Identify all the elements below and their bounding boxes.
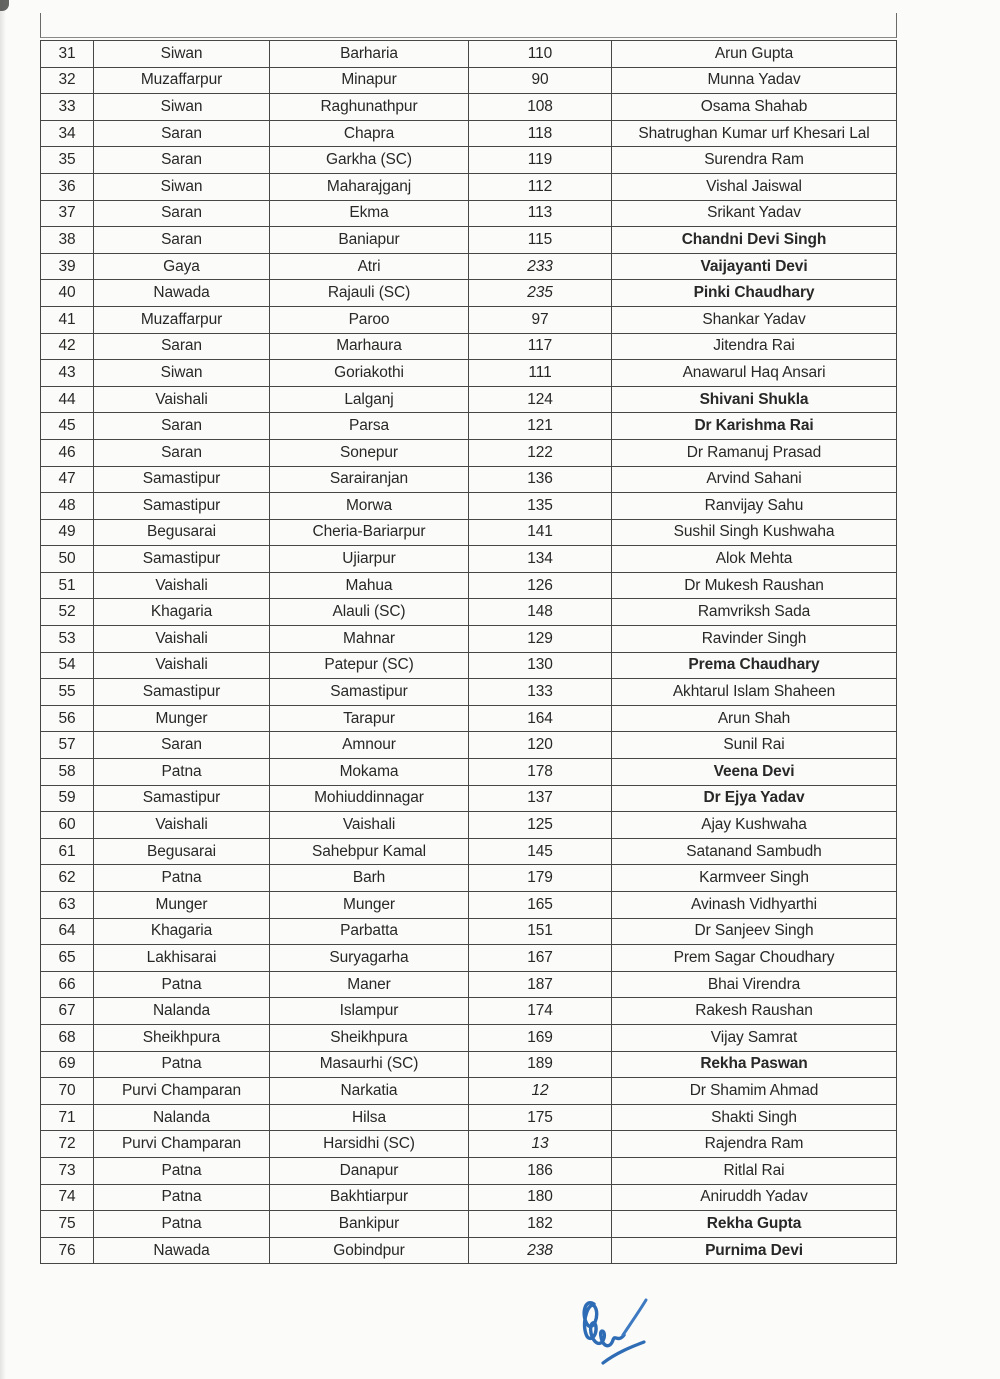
cell-district: Patna	[94, 1211, 270, 1238]
table-row	[41, 94, 897, 121]
table-row	[41, 173, 897, 200]
cell-district: Patna	[94, 759, 270, 786]
cell-serial: 53	[41, 626, 94, 653]
cell-district: Khagaria	[94, 599, 270, 626]
cell-district: Siwan	[94, 41, 270, 68]
cell-candidate: Chandni Devi Singh	[612, 227, 897, 254]
table-row	[41, 732, 897, 759]
cell-serial: 46	[41, 439, 94, 466]
cell-candidate: Veena Devi	[612, 759, 897, 786]
cell-serial: 44	[41, 386, 94, 413]
cell-candidate: Arun Gupta	[612, 41, 897, 68]
cell-district: Nalanda	[94, 1104, 270, 1131]
cell-constituency: Suryagarha	[270, 945, 469, 972]
cell-candidate: Dr Mukesh Raushan	[612, 572, 897, 599]
cell-candidate: Vijay Samrat	[612, 1024, 897, 1051]
cell-serial: 66	[41, 971, 94, 998]
cell-district: Gaya	[94, 253, 270, 280]
cell-serial: 75	[41, 1211, 94, 1238]
cell-candidate: Dr Ramanuj Prasad	[612, 439, 897, 466]
cell-district: Samastipur	[94, 785, 270, 812]
cell-district: Begusarai	[94, 838, 270, 865]
candidate-table	[40, 40, 897, 1264]
cell-district: Saran	[94, 200, 270, 227]
cell-serial: 43	[41, 360, 94, 387]
cell-serial: 58	[41, 759, 94, 786]
cell-district: Siwan	[94, 173, 270, 200]
cell-constituency: Marhaura	[270, 333, 469, 360]
cell-constituency: Cheria-Bariarpur	[270, 519, 469, 546]
cell-serial: 73	[41, 1157, 94, 1184]
cell-constituency: Patepur (SC)	[270, 652, 469, 679]
cell-serial: 70	[41, 1078, 94, 1105]
cell-constituency: Mahua	[270, 572, 469, 599]
cell-constituency: Hilsa	[270, 1104, 469, 1131]
cell-number: 178	[469, 759, 612, 786]
cell-candidate: Dr Karishma Rai	[612, 413, 897, 440]
cell-candidate: Satanand Sambudh	[612, 838, 897, 865]
cell-constituency: Sahebpur Kamal	[270, 838, 469, 865]
cell-number: 233	[469, 253, 612, 280]
table-row	[41, 626, 897, 653]
cell-district: Samastipur	[94, 493, 270, 520]
table-row	[41, 41, 897, 68]
cell-number: 148	[469, 599, 612, 626]
cell-number: 238	[469, 1237, 612, 1264]
cell-serial: 48	[41, 493, 94, 520]
cell-candidate: Ritlal Rai	[612, 1157, 897, 1184]
cell-serial: 34	[41, 120, 94, 147]
cell-number: 134	[469, 546, 612, 573]
cell-district: Nawada	[94, 280, 270, 307]
table-row	[41, 705, 897, 732]
cell-number: 136	[469, 466, 612, 493]
cell-district: Nalanda	[94, 998, 270, 1025]
cell-district: Lakhisarai	[94, 945, 270, 972]
cell-number: 126	[469, 572, 612, 599]
cell-candidate: Alok Mehta	[612, 546, 897, 573]
table-row	[41, 785, 897, 812]
cell-serial: 59	[41, 785, 94, 812]
cell-number: 122	[469, 439, 612, 466]
cell-district: Muzaffarpur	[94, 306, 270, 333]
cell-number: 174	[469, 998, 612, 1025]
cell-constituency: Chapra	[270, 120, 469, 147]
cell-number: 179	[469, 865, 612, 892]
table-row	[41, 1211, 897, 1238]
table-row	[41, 333, 897, 360]
cell-number: 133	[469, 679, 612, 706]
cell-candidate: Ravinder Singh	[612, 626, 897, 653]
cell-district: Saran	[94, 413, 270, 440]
cell-serial: 37	[41, 200, 94, 227]
cell-candidate: Rekha Paswan	[612, 1051, 897, 1078]
cell-constituency: Sonepur	[270, 439, 469, 466]
table-row	[41, 147, 897, 174]
cell-candidate: Anawarul Haq Ansari	[612, 360, 897, 387]
cell-number: 110	[469, 41, 612, 68]
cell-constituency: Parbatta	[270, 918, 469, 945]
cell-serial: 50	[41, 546, 94, 573]
cell-number: 113	[469, 200, 612, 227]
cell-candidate: Shakti Singh	[612, 1104, 897, 1131]
cell-number: 169	[469, 1024, 612, 1051]
cell-serial: 52	[41, 599, 94, 626]
cell-candidate: Vishal Jaiswal	[612, 173, 897, 200]
cell-number: 13	[469, 1131, 612, 1158]
cell-district: Saran	[94, 147, 270, 174]
cell-serial: 72	[41, 1131, 94, 1158]
cell-number: 151	[469, 918, 612, 945]
cell-candidate: Shivani Shukla	[612, 386, 897, 413]
cell-district: Vaishali	[94, 626, 270, 653]
table-row	[41, 466, 897, 493]
table-row	[41, 918, 897, 945]
cell-district: Munger	[94, 892, 270, 919]
cell-candidate: Dr Shamim Ahmad	[612, 1078, 897, 1105]
cell-constituency: Morwa	[270, 493, 469, 520]
cell-constituency: Baniapur	[270, 227, 469, 254]
cell-candidate: Karmveer Singh	[612, 865, 897, 892]
table-row	[41, 1131, 897, 1158]
cell-number: 180	[469, 1184, 612, 1211]
table-row	[41, 413, 897, 440]
cell-constituency: Danapur	[270, 1157, 469, 1184]
cell-serial: 47	[41, 466, 94, 493]
cell-candidate: Rakesh Raushan	[612, 998, 897, 1025]
table-row	[41, 1104, 897, 1131]
cell-district: Patna	[94, 865, 270, 892]
cell-candidate: Dr Ejya Yadav	[612, 785, 897, 812]
cell-number: 141	[469, 519, 612, 546]
table-row	[41, 386, 897, 413]
cell-serial: 33	[41, 94, 94, 121]
cell-serial: 68	[41, 1024, 94, 1051]
table-row	[41, 679, 897, 706]
table-row	[41, 120, 897, 147]
cell-constituency: Masaurhi (SC)	[270, 1051, 469, 1078]
cell-number: 117	[469, 333, 612, 360]
cell-candidate: Avinash Vidhyarthi	[612, 892, 897, 919]
cell-number: 125	[469, 812, 612, 839]
cell-district: Vaishali	[94, 652, 270, 679]
table-row	[41, 1024, 897, 1051]
cell-constituency: Alauli (SC)	[270, 599, 469, 626]
cell-constituency: Tarapur	[270, 705, 469, 732]
cell-number: 186	[469, 1157, 612, 1184]
cell-constituency: Bankipur	[270, 1211, 469, 1238]
cell-number: 115	[469, 227, 612, 254]
cell-serial: 35	[41, 147, 94, 174]
cell-district: Vaishali	[94, 812, 270, 839]
cell-serial: 51	[41, 572, 94, 599]
table-row	[41, 892, 897, 919]
table-row	[41, 67, 897, 94]
cell-candidate: Jitendra Rai	[612, 333, 897, 360]
table-row	[41, 652, 897, 679]
cell-serial: 61	[41, 838, 94, 865]
table-row	[41, 812, 897, 839]
cell-candidate: Shatrughan Kumar urf Khesari Lal	[612, 120, 897, 147]
table-row	[41, 1051, 897, 1078]
cell-candidate: Surendra Ram	[612, 147, 897, 174]
cell-number: 112	[469, 173, 612, 200]
cell-serial: 55	[41, 679, 94, 706]
cell-district: Patna	[94, 1184, 270, 1211]
cell-district: Saran	[94, 439, 270, 466]
cell-number: 111	[469, 360, 612, 387]
table-row	[41, 280, 897, 307]
cell-candidate: Arun Shah	[612, 705, 897, 732]
cell-number: 118	[469, 120, 612, 147]
cell-serial: 76	[41, 1237, 94, 1264]
table-row	[41, 971, 897, 998]
table-row	[41, 200, 897, 227]
cell-candidate: Shankar Yadav	[612, 306, 897, 333]
cell-candidate: Srikant Yadav	[612, 200, 897, 227]
cell-candidate: Prem Sagar Choudhary	[612, 945, 897, 972]
cell-district: Purvi Champaran	[94, 1078, 270, 1105]
cell-district: Begusarai	[94, 519, 270, 546]
signature-scribble-stroke	[584, 1303, 624, 1346]
signature-ink	[568, 1290, 672, 1374]
table-row	[41, 945, 897, 972]
cell-candidate: Ajay Kushwaha	[612, 812, 897, 839]
cell-serial: 69	[41, 1051, 94, 1078]
cell-constituency: Lalganj	[270, 386, 469, 413]
table-row	[41, 439, 897, 466]
cell-number: 135	[469, 493, 612, 520]
table-row	[41, 838, 897, 865]
cell-candidate: Rekha Gupta	[612, 1211, 897, 1238]
cell-constituency: Sheikhpura	[270, 1024, 469, 1051]
cell-constituency: Atri	[270, 253, 469, 280]
cell-candidate: Pinki Chaudhary	[612, 280, 897, 307]
cell-district: Samastipur	[94, 466, 270, 493]
cell-serial: 74	[41, 1184, 94, 1211]
cell-serial: 42	[41, 333, 94, 360]
cell-serial: 40	[41, 280, 94, 307]
cell-number: 130	[469, 652, 612, 679]
cell-number: 119	[469, 147, 612, 174]
cell-constituency: Minapur	[270, 67, 469, 94]
cell-serial: 71	[41, 1104, 94, 1131]
cell-constituency: Raghunathpur	[270, 94, 469, 121]
cell-serial: 60	[41, 812, 94, 839]
table-row	[41, 759, 897, 786]
cell-constituency: Amnour	[270, 732, 469, 759]
cell-district: Khagaria	[94, 918, 270, 945]
table-row	[41, 572, 897, 599]
cell-constituency: Barh	[270, 865, 469, 892]
cell-candidate: Bhai Virendra	[612, 971, 897, 998]
cell-constituency: Ujiarpur	[270, 546, 469, 573]
table-row	[41, 599, 897, 626]
cell-constituency: Gobindpur	[270, 1237, 469, 1264]
cell-constituency: Islampur	[270, 998, 469, 1025]
cell-serial: 39	[41, 253, 94, 280]
table-row	[41, 1157, 897, 1184]
cell-constituency: Sarairanjan	[270, 466, 469, 493]
cell-candidate: Munna Yadav	[612, 67, 897, 94]
cell-serial: 62	[41, 865, 94, 892]
cell-number: 182	[469, 1211, 612, 1238]
cell-serial: 45	[41, 413, 94, 440]
cell-candidate: Prema Chaudhary	[612, 652, 897, 679]
cell-constituency: Goriakothi	[270, 360, 469, 387]
table-row	[41, 227, 897, 254]
cell-candidate: Akhtarul Islam Shaheen	[612, 679, 897, 706]
cell-number: 121	[469, 413, 612, 440]
cell-constituency: Maharajganj	[270, 173, 469, 200]
cell-district: Patna	[94, 971, 270, 998]
cell-constituency: Narkatia	[270, 1078, 469, 1105]
cell-district: Saran	[94, 333, 270, 360]
cell-serial: 64	[41, 918, 94, 945]
cell-district: Patna	[94, 1051, 270, 1078]
cell-district: Siwan	[94, 360, 270, 387]
cell-district: Purvi Champaran	[94, 1131, 270, 1158]
scan-corner-artifact	[0, 0, 9, 11]
cell-candidate: Vaijayanti Devi	[612, 253, 897, 280]
cell-number: 165	[469, 892, 612, 919]
cell-district: Vaishali	[94, 386, 270, 413]
cell-number: 129	[469, 626, 612, 653]
cell-serial: 67	[41, 998, 94, 1025]
cell-district: Saran	[94, 120, 270, 147]
cell-number: 189	[469, 1051, 612, 1078]
table-row	[41, 1237, 897, 1264]
previous-page-row-remnant	[40, 13, 897, 38]
cell-candidate: Aniruddh Yadav	[612, 1184, 897, 1211]
table-row	[41, 253, 897, 280]
cell-constituency: Bakhtiarpur	[270, 1184, 469, 1211]
cell-serial: 32	[41, 67, 94, 94]
cell-district: Munger	[94, 705, 270, 732]
cell-serial: 31	[41, 41, 94, 68]
cell-serial: 36	[41, 173, 94, 200]
cell-serial: 54	[41, 652, 94, 679]
signature-slash-stroke	[623, 1300, 646, 1335]
cell-number: 90	[469, 67, 612, 94]
candidate-table-body	[41, 41, 897, 1264]
cell-constituency: Barharia	[270, 41, 469, 68]
cell-district: Patna	[94, 1157, 270, 1184]
cell-district: Muzaffarpur	[94, 67, 270, 94]
table-row	[41, 493, 897, 520]
cell-number: 137	[469, 785, 612, 812]
cell-candidate: Sunil Rai	[612, 732, 897, 759]
cell-constituency: Mohiuddinnagar	[270, 785, 469, 812]
cell-serial: 65	[41, 945, 94, 972]
cell-candidate: Ranvijay Sahu	[612, 493, 897, 520]
table-row	[41, 865, 897, 892]
cell-constituency: Mokama	[270, 759, 469, 786]
cell-number: 167	[469, 945, 612, 972]
cell-candidate: Rajendra Ram	[612, 1131, 897, 1158]
table-row	[41, 519, 897, 546]
cell-constituency: Ekma	[270, 200, 469, 227]
table-row	[41, 998, 897, 1025]
cell-constituency: Harsidhi (SC)	[270, 1131, 469, 1158]
cell-number: 124	[469, 386, 612, 413]
cell-number: 187	[469, 971, 612, 998]
cell-constituency: Maner	[270, 971, 469, 998]
cell-candidate: Sushil Singh Kushwaha	[612, 519, 897, 546]
cell-serial: 41	[41, 306, 94, 333]
cell-candidate: Dr Sanjeev Singh	[612, 918, 897, 945]
cell-serial: 38	[41, 227, 94, 254]
cell-candidate: Ramvriksh Sada	[612, 599, 897, 626]
cell-constituency: Samastipur	[270, 679, 469, 706]
cell-serial: 56	[41, 705, 94, 732]
cell-district: Siwan	[94, 94, 270, 121]
cell-district: Vaishali	[94, 572, 270, 599]
table-row	[41, 546, 897, 573]
cell-number: 164	[469, 705, 612, 732]
cell-constituency: Rajauli (SC)	[270, 280, 469, 307]
cell-constituency: Munger	[270, 892, 469, 919]
cell-district: Saran	[94, 732, 270, 759]
cell-number: 120	[469, 732, 612, 759]
cell-candidate: Osama Shahab	[612, 94, 897, 121]
cell-serial: 63	[41, 892, 94, 919]
table-row	[41, 360, 897, 387]
cell-number: 12	[469, 1078, 612, 1105]
cell-constituency: Vaishali	[270, 812, 469, 839]
cell-constituency: Garkha (SC)	[270, 147, 469, 174]
cell-number: 97	[469, 306, 612, 333]
cell-district: Saran	[94, 227, 270, 254]
cell-candidate: Purnima Devi	[612, 1237, 897, 1264]
cell-number: 235	[469, 280, 612, 307]
cell-district: Nawada	[94, 1237, 270, 1264]
cell-constituency: Parsa	[270, 413, 469, 440]
cell-number: 108	[469, 94, 612, 121]
table-row	[41, 1078, 897, 1105]
cell-district: Samastipur	[94, 679, 270, 706]
table-row	[41, 1184, 897, 1211]
cell-number: 175	[469, 1104, 612, 1131]
table-row	[41, 306, 897, 333]
cell-serial: 49	[41, 519, 94, 546]
cell-serial: 57	[41, 732, 94, 759]
cell-constituency: Paroo	[270, 306, 469, 333]
cell-district: Sheikhpura	[94, 1024, 270, 1051]
cell-number: 145	[469, 838, 612, 865]
cell-district: Samastipur	[94, 546, 270, 573]
cell-constituency: Mahnar	[270, 626, 469, 653]
cell-candidate: Arvind Sahani	[612, 466, 897, 493]
